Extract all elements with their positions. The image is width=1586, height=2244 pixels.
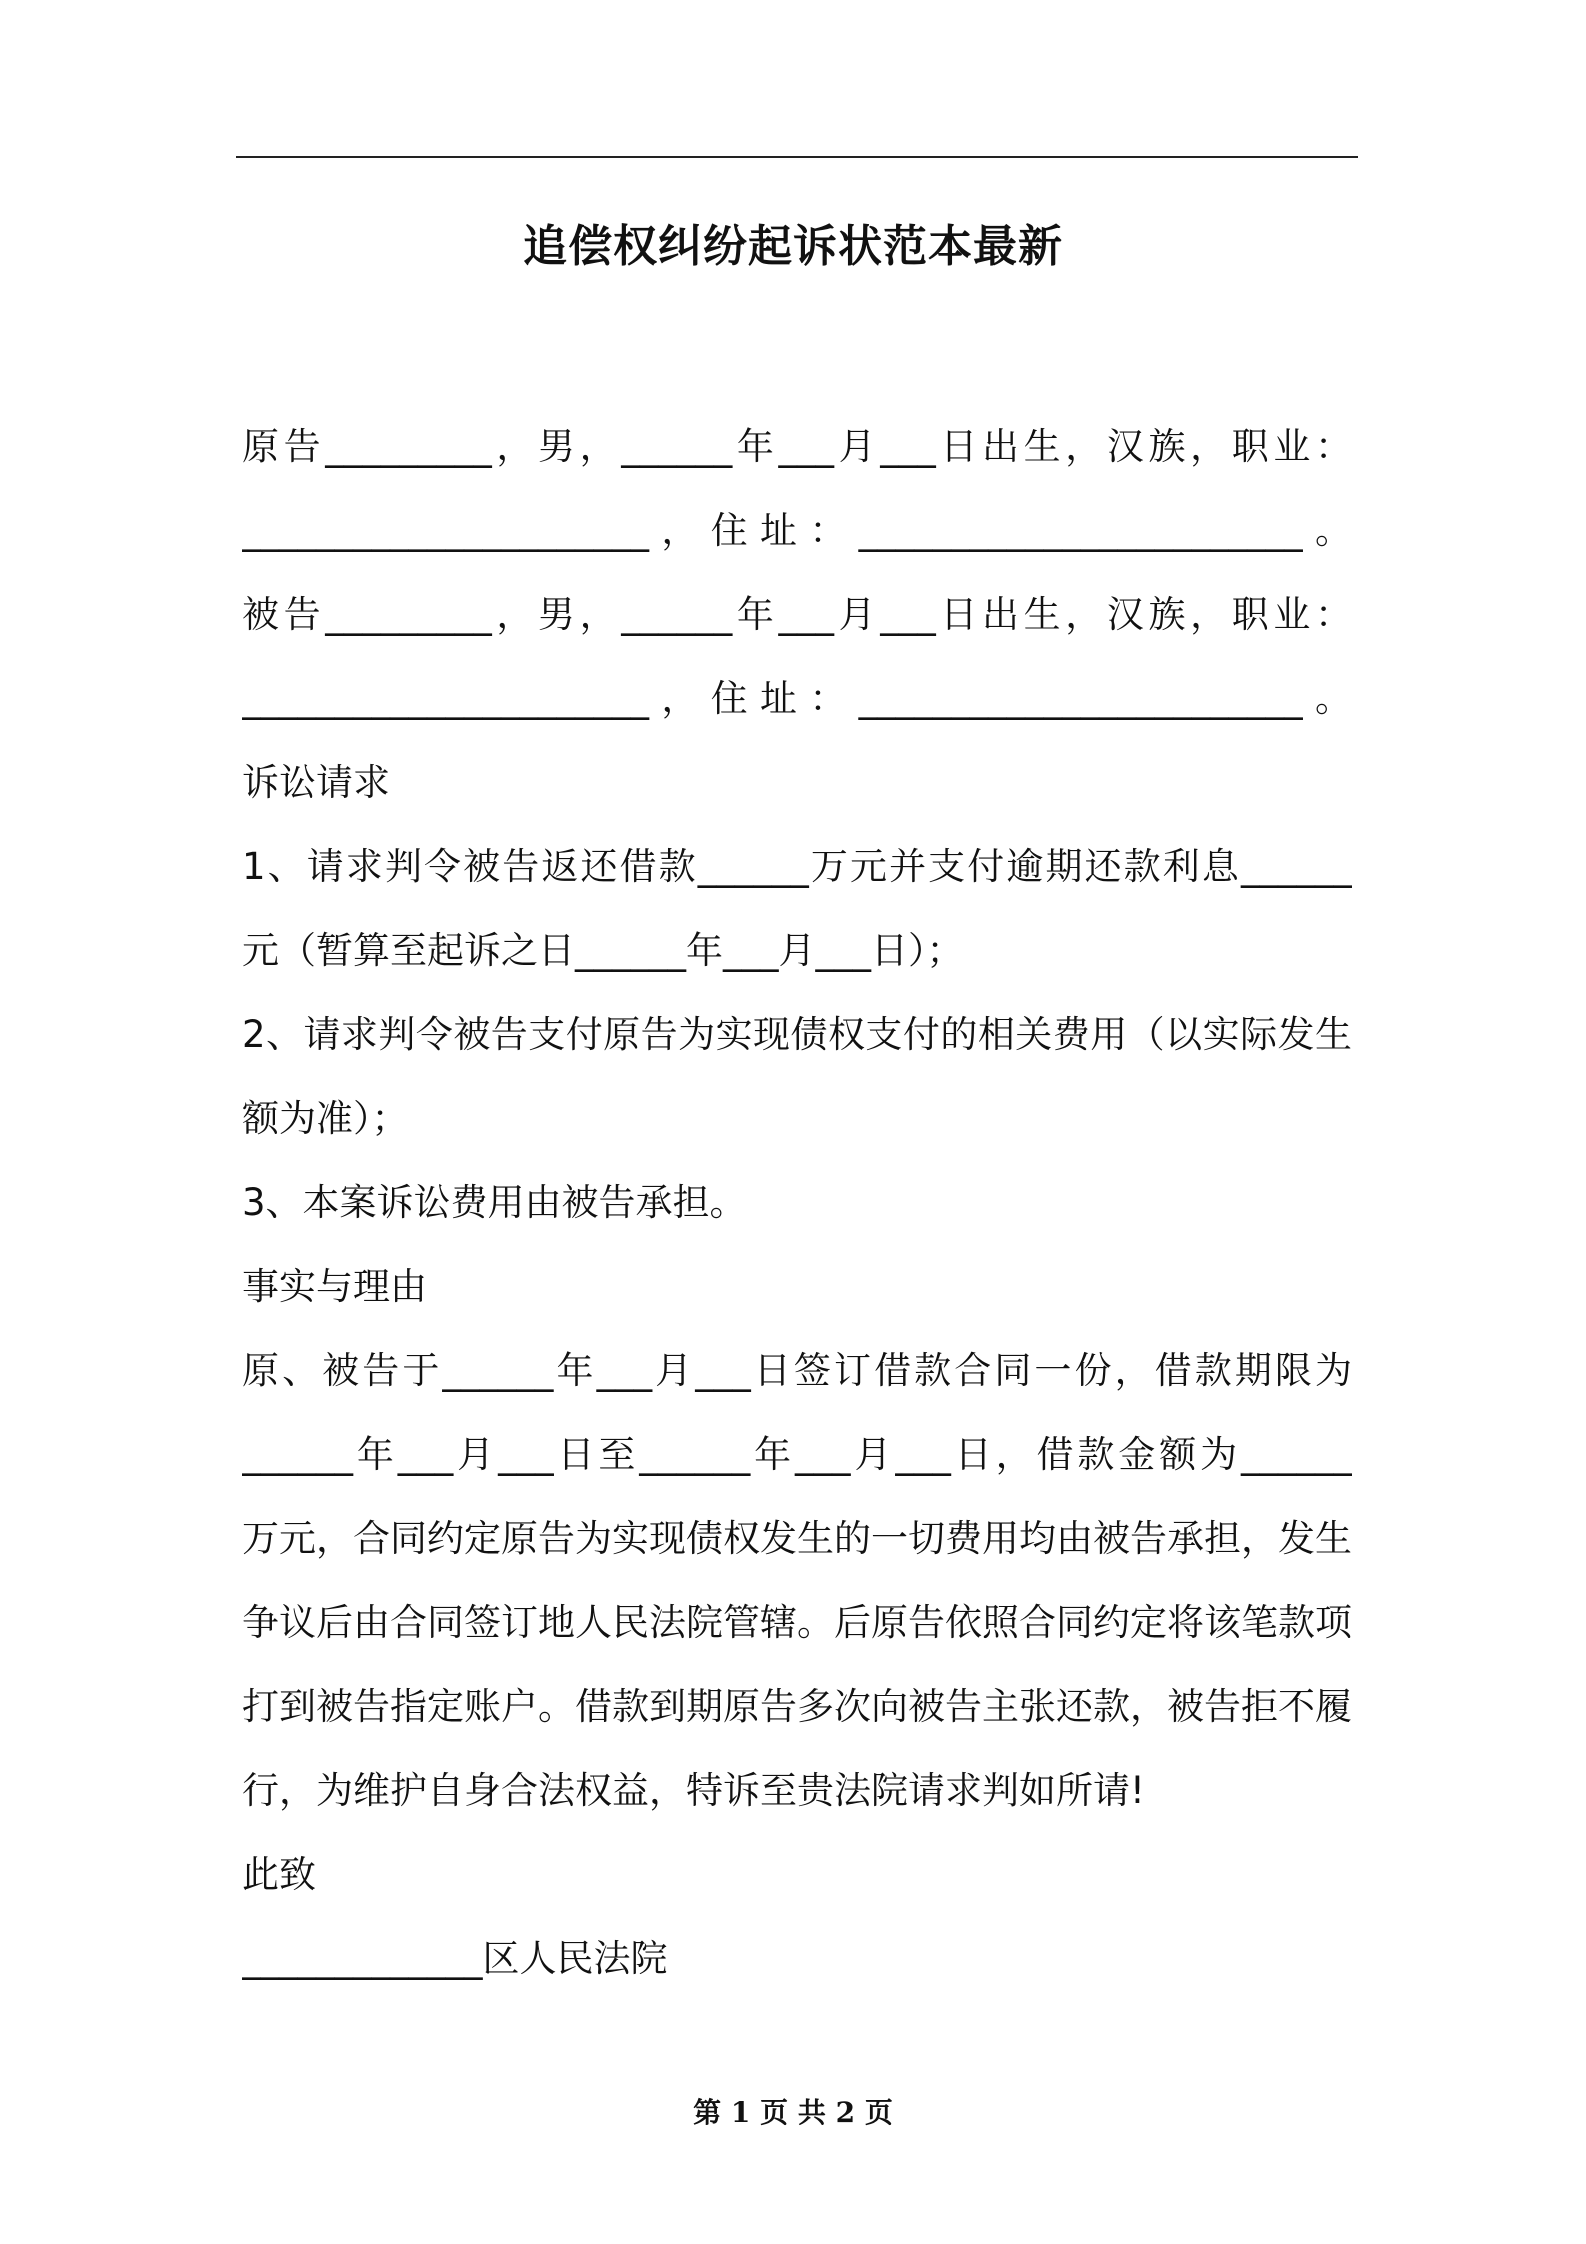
facts-line-3: 万元，合同约定原告为实现债权发生的一切费用均由被告承担，发生 [242, 1517, 1352, 1560]
facts-line-5: 打到被告指定账户。借款到期原告多次向被告主张还款，被告拒不履 [242, 1685, 1352, 1728]
header-rule [236, 156, 1358, 158]
defendant-info-line-2: ______________________，住址：________________________。 [242, 677, 1352, 720]
document-title: 追偿权纠纷起诉状范本最新 [523, 221, 1063, 272]
plaintiff-info-line-1: 原告_________，男，______年___月___日出生，汉族，职业： [242, 425, 1352, 468]
plaintiff-info-line-2: ______________________，住址：________________________。 [242, 509, 1352, 552]
court-addressee: _____________区人民法院 [242, 1937, 668, 1980]
claim-2-line-2: 额为准）； [242, 1097, 409, 1140]
facts-line-1: 原、被告于______年___月___日签订借款合同一份，借款期限为 [242, 1349, 1352, 1392]
claim-1-line-1: 1、请求判令被告返还借款______万元并支付逾期还款利息______ [242, 845, 1352, 888]
salutation: 此致 [242, 1853, 316, 1896]
facts-line-6: 行，为维护自身合法权益，特诉至贵法院请求判如所请! [242, 1769, 1145, 1812]
facts-line-2: ______年___月___日至______年___月___日，借款金额为______ [242, 1433, 1352, 1476]
section-heading-facts: 事实与理由 [242, 1265, 427, 1308]
claim-2-line-1: 2、请求判令被告支付原告为实现债权支付的相关费用（以实际发生 [242, 1013, 1352, 1056]
claim-3: 3、本案诉讼费用由被告承担。 [242, 1181, 747, 1224]
page-number-footer: 第 1 页 共 2 页 [693, 2096, 893, 2129]
facts-line-4: 争议后由合同签订地人民法院管辖。后原告依照合同约定将该笔款项 [242, 1601, 1352, 1644]
section-heading-claims: 诉讼请求 [242, 761, 390, 804]
document-body [242, 405, 1352, 2001]
claim-1-line-2: 元（暂算至起诉之日______年___月___日）； [242, 929, 964, 972]
defendant-info-line-1: 被告_________，男，______年___月___日出生，汉族，职业： [242, 593, 1352, 636]
